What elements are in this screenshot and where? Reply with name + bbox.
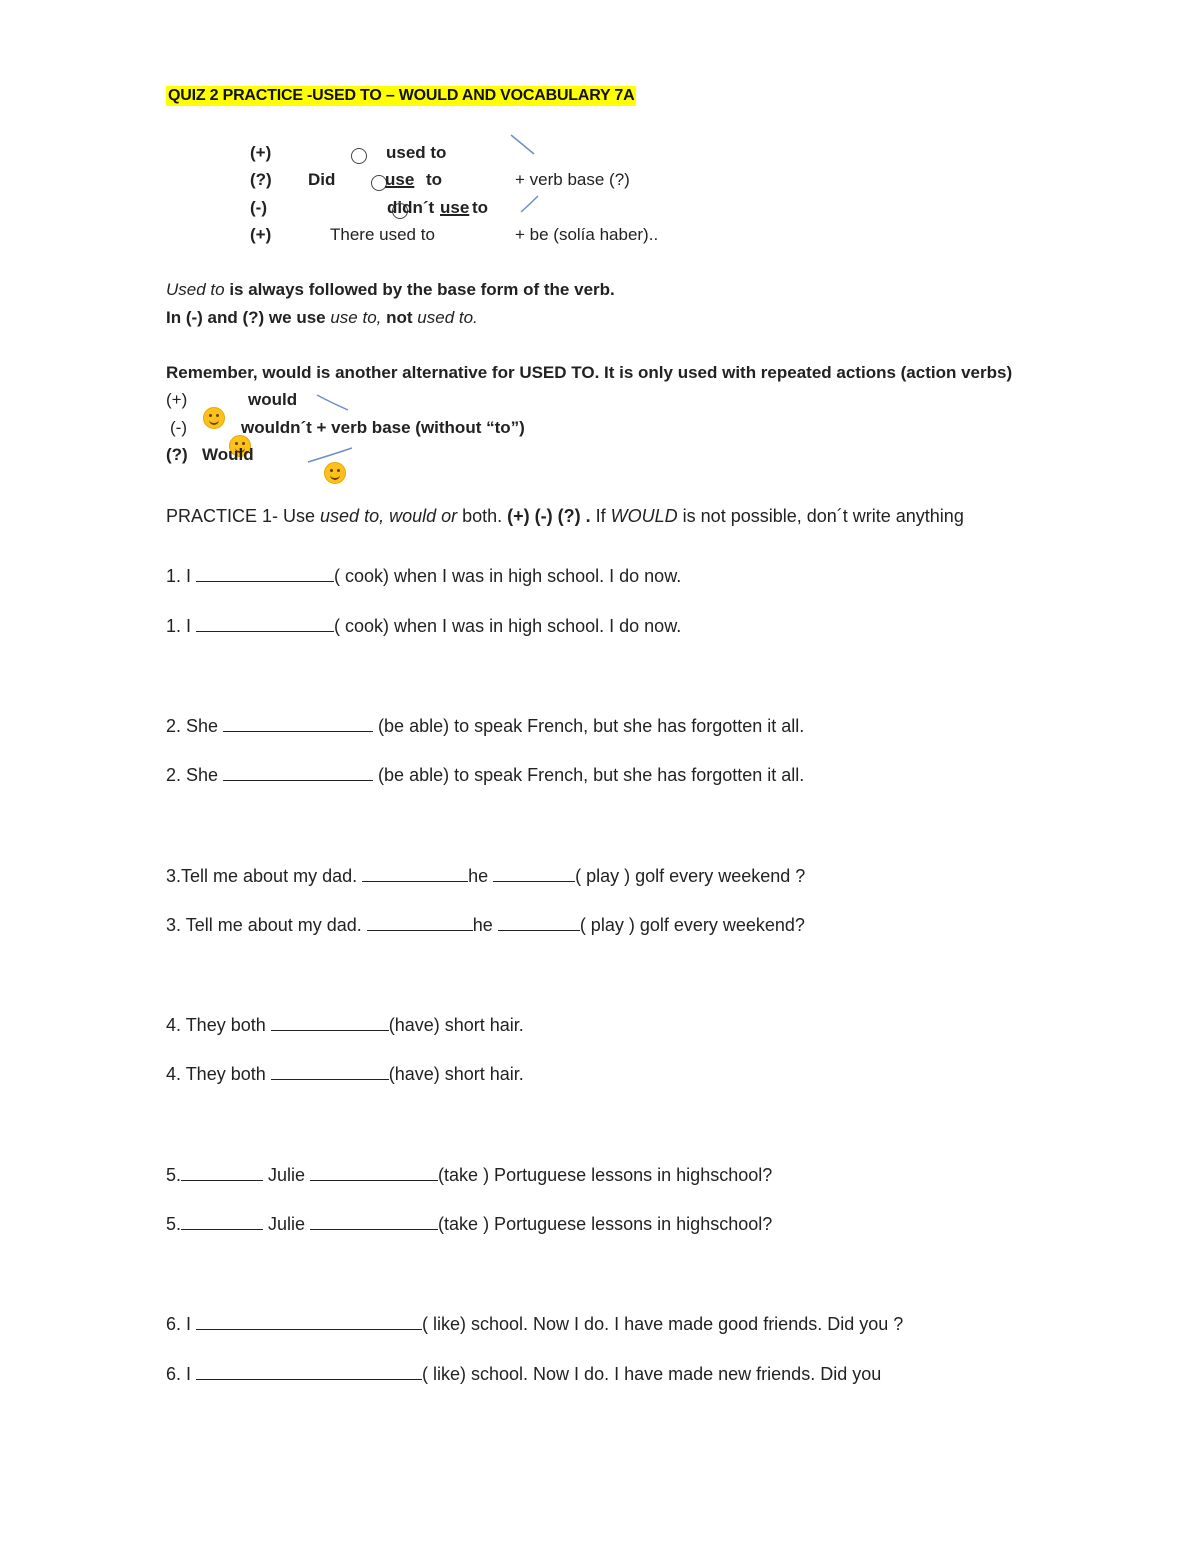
answer-blank[interactable]	[362, 867, 468, 882]
remember-text: Remember, would is another alternative for USED TO. It is only used with repeated actions (action verbs)	[166, 363, 1013, 382]
would-minus-sign: (-)	[170, 418, 187, 437]
answer-blank[interactable]	[196, 617, 334, 632]
answer-blank[interactable]	[271, 1065, 389, 1080]
exercise-3: 3.Tell me about my dad. he ( play ) golf every weekend ?	[166, 866, 806, 886]
would-question-label: Would	[202, 445, 254, 464]
answer-blank[interactable]	[181, 1215, 263, 1230]
exercise-6: 6. I ( like) school. Now I do. I have made good friends. Did you ?	[166, 1314, 904, 1334]
aux-did: Did	[308, 170, 336, 189]
exercise-6: 6. I ( like) school. Now I do. I have made new friends. Did you	[166, 1364, 882, 1384]
verb-base-note: + verb base (?)	[515, 170, 630, 189]
pen-stroke	[518, 192, 558, 232]
would-question-sign: (?)	[166, 445, 188, 464]
answer-blank[interactable]	[181, 1166, 263, 1181]
form-use-neg: use	[440, 198, 470, 217]
exercise-5: 5. Julie (take ) Portuguese lessons in highschool?	[166, 1165, 773, 1185]
exercise-1: 1. I ( cook) when I was in high school. I do now.	[166, 566, 682, 586]
sign-plus: (+)	[250, 143, 272, 162]
answer-blank[interactable]	[367, 916, 473, 931]
exercise-1: 1. I ( cook) when I was in high school. I do now.	[166, 616, 682, 636]
there-used-to: There used to	[330, 225, 435, 244]
smile-emoji-icon	[324, 462, 346, 484]
smiley-icon	[351, 148, 367, 164]
answer-blank[interactable]	[493, 867, 575, 882]
answer-blank[interactable]	[310, 1215, 438, 1230]
exercise-5: 5. Julie (take ) Portuguese lessons in highschool?	[166, 1214, 773, 1234]
answer-blank[interactable]	[196, 1315, 422, 1330]
smile-emoji-icon	[203, 407, 225, 429]
be-note: + be (solía haber)..	[515, 225, 659, 244]
form-used-to: used to	[386, 143, 447, 162]
answer-blank[interactable]	[223, 766, 373, 781]
answer-blank[interactable]	[196, 567, 334, 582]
answer-blank[interactable]	[310, 1166, 438, 1181]
answer-blank[interactable]	[196, 1365, 422, 1380]
sign-minus: (-)	[250, 198, 267, 217]
page-title: QUIZ 2 PRACTICE -USED TO – WOULD AND VOCABULARY 7A	[168, 87, 635, 104]
wouldnt-label: wouldn´t + verb base (without “to”)	[241, 418, 525, 437]
explanation-line-2: In (-) and (?) we use use to, not used to.	[166, 308, 478, 327]
sign-plus-2: (+)	[250, 225, 272, 244]
exercise-2: 2. She (be able) to speak French, but she has forgotten it all.	[166, 716, 805, 736]
exercise-4: 4. They both (have) short hair.	[166, 1015, 524, 1035]
exercise-3: 3. Tell me about my dad. he ( play ) golf every weekend?	[166, 915, 805, 935]
answer-blank[interactable]	[498, 916, 580, 931]
form-to: to	[426, 170, 443, 189]
form-to-neg: to	[472, 198, 489, 217]
would-label: would	[248, 390, 298, 409]
exercise-4: 4. They both (have) short hair.	[166, 1064, 524, 1084]
form-didnt: didn´t	[387, 198, 435, 217]
answer-blank[interactable]	[223, 717, 373, 732]
would-plus-sign: (+)	[166, 390, 188, 409]
answer-blank[interactable]	[271, 1016, 389, 1031]
exercise-2: 2. She (be able) to speak French, but she has forgotten it all.	[166, 765, 805, 785]
pen-stroke	[314, 390, 364, 420]
sign-question: (?)	[250, 170, 272, 189]
pen-stroke	[508, 132, 548, 172]
form-use: use	[385, 170, 415, 189]
explanation-line-1: Used to is always followed by the base form of the verb.	[166, 280, 615, 299]
practice-heading: PRACTICE 1- Use used to, would or both. (+) (-) (?) . If WOULD is not possible, don´t write anything	[166, 506, 964, 526]
